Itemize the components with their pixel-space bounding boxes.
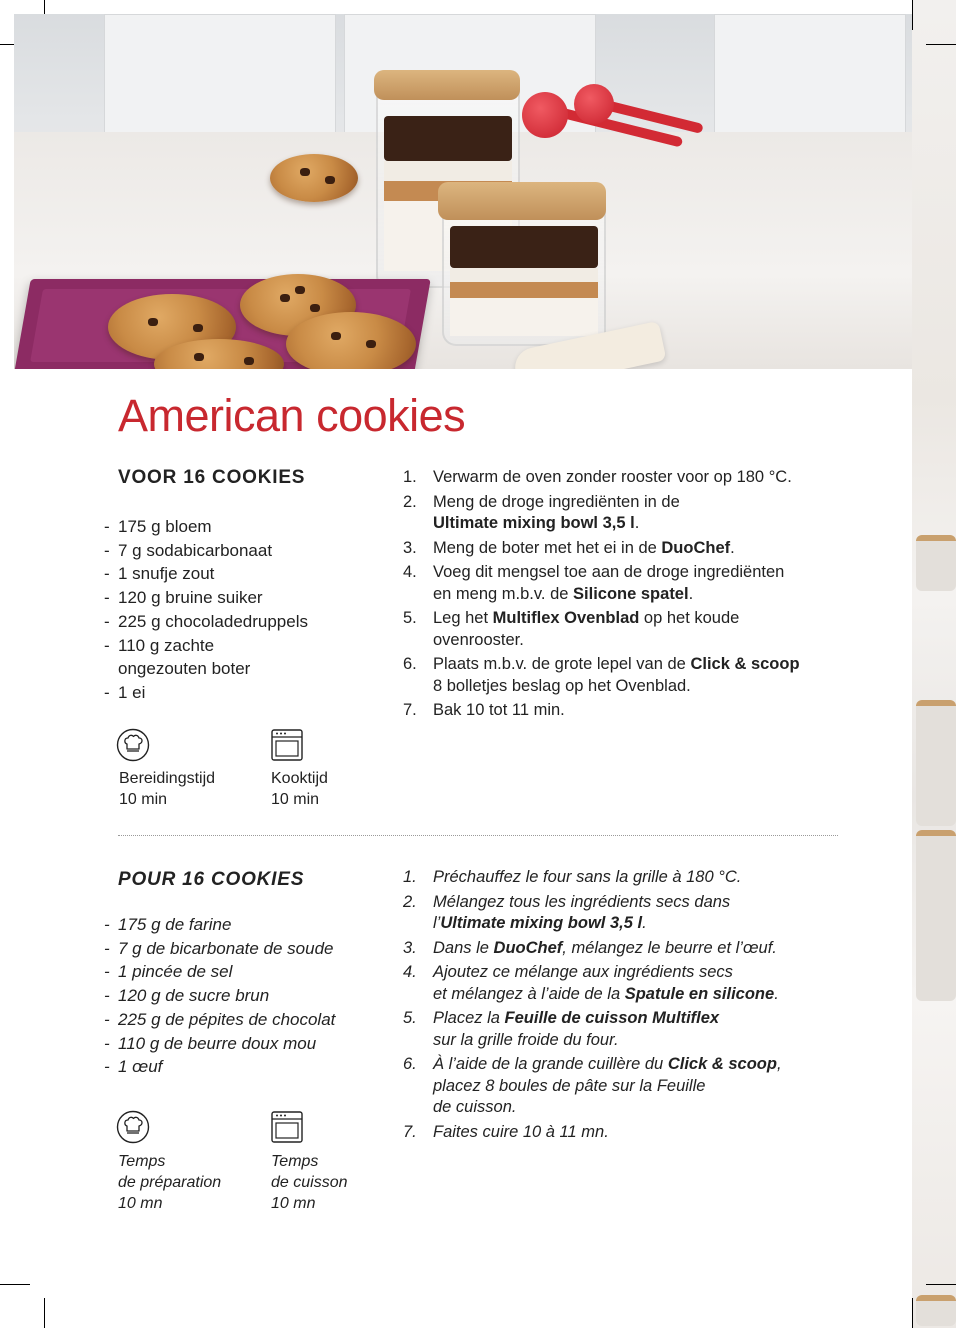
product-name: Multiflex Ovenblad bbox=[492, 609, 640, 627]
crop-mark bbox=[912, 1298, 913, 1328]
step-text: Ajoutez ce mélange aux ingrédients secs et mélangez à l’aide de la Spatule en silicone. bbox=[433, 963, 779, 1003]
cook-time-nl bbox=[271, 768, 328, 810]
ingredient-list-nl bbox=[104, 515, 389, 705]
section-divider bbox=[118, 835, 838, 836]
oven-icon bbox=[270, 728, 304, 762]
prep-time-value: 10 min bbox=[119, 791, 168, 808]
bleed-jar bbox=[916, 700, 956, 826]
step-text: Voeg dit mengsel toe aan de droge ingrediënten en meng m.b.v. de Silicone spatel. bbox=[433, 563, 785, 603]
cook-time-label: Temps de cuisson bbox=[271, 1153, 348, 1191]
ingredient-item: - 1 snufje zout bbox=[104, 562, 389, 586]
product-name: DuoChef bbox=[493, 938, 563, 957]
step-text: Plaats m.b.v. de grote lepel van de Click & scoop 8 bolletjes beslag op het Ovenblad. bbox=[433, 655, 800, 695]
product-name: Silicone spatel bbox=[573, 584, 689, 603]
step-number: 1. bbox=[403, 868, 417, 886]
crop-mark bbox=[0, 1284, 30, 1285]
step-number: 6. bbox=[403, 655, 417, 673]
step-text: Verwarm de oven zonder rooster voor op 180 °C. bbox=[433, 468, 792, 486]
step-text: Bak 10 tot 11 min. bbox=[433, 701, 565, 719]
step-item bbox=[403, 608, 863, 651]
cook-time-label: Kooktijd bbox=[271, 770, 328, 787]
ingredient-item: - 225 g de pépites de chocolat bbox=[104, 1008, 389, 1032]
ingredient-item: - 120 g bruine suiker bbox=[104, 586, 389, 610]
hero-photo bbox=[14, 14, 912, 369]
step-number: 7. bbox=[403, 701, 417, 719]
ingredient-item: - 110 g de beurre doux mou bbox=[104, 1032, 389, 1056]
step-item bbox=[403, 654, 863, 697]
bleed-jar bbox=[916, 1295, 956, 1326]
step-item bbox=[403, 467, 863, 489]
crop-mark bbox=[912, 0, 913, 30]
ingredient-item: - 1 œuf bbox=[104, 1055, 389, 1079]
step-item bbox=[403, 1008, 863, 1051]
measuring-scoop bbox=[522, 92, 568, 138]
kitchen-cabinet bbox=[104, 14, 336, 136]
cook-time-value: 10 min bbox=[271, 791, 320, 808]
ingredient-item: - 175 g de farine bbox=[104, 913, 389, 937]
crop-mark bbox=[44, 1298, 45, 1328]
step-item bbox=[403, 700, 863, 722]
step-item bbox=[403, 892, 863, 935]
kitchen-cabinet bbox=[714, 14, 906, 136]
step-text: Faites cuire 10 à 11 mn. bbox=[433, 1122, 609, 1141]
prep-time-value: 10 mn bbox=[118, 1195, 163, 1212]
ingredient-item: - 225 g chocoladedruppels bbox=[104, 610, 389, 634]
chef-hat-icon bbox=[116, 1110, 150, 1144]
chef-hat-icon bbox=[116, 728, 150, 762]
step-text: Mélangez tous les ingrédients secs dans l’Ultimate mixing bowl 3,5 l. bbox=[433, 892, 731, 932]
step-number: 6. bbox=[403, 1055, 417, 1073]
product-name: Click & scoop bbox=[690, 655, 800, 673]
bamboo-lid bbox=[374, 70, 520, 100]
step-list-fr bbox=[403, 867, 863, 1146]
step-list-nl bbox=[403, 467, 863, 725]
cookie bbox=[270, 154, 358, 202]
ingredient-item: - 7 g sodabicarbonaat bbox=[104, 539, 389, 563]
step-number: 7. bbox=[403, 1122, 417, 1141]
step-item bbox=[403, 1122, 863, 1144]
bamboo-lid bbox=[438, 182, 606, 220]
step-number: 5. bbox=[403, 609, 417, 627]
step-item bbox=[403, 938, 863, 960]
step-text: Placez la Feuille de cuisson Multiflex sur la grille froide du four. bbox=[433, 1009, 720, 1049]
step-item bbox=[403, 562, 863, 605]
ingredient-item: - 1 ei bbox=[104, 681, 389, 705]
product-name: Spatule en silicone bbox=[624, 984, 775, 1003]
cookie bbox=[286, 312, 416, 369]
ingredient-item: - 7 g de bicarbonate de soude bbox=[104, 937, 389, 961]
servings-heading-nl: VOOR 16 COOKIES bbox=[118, 467, 306, 488]
ingredient-item: - 110 g zachte ongezouten boter bbox=[104, 634, 389, 681]
step-item bbox=[403, 962, 863, 1005]
ingredient-item: - 120 g de sucre brun bbox=[104, 984, 389, 1008]
step-number: 5. bbox=[403, 1009, 417, 1027]
step-text: Dans le DuoChef, mélangez le beurre et l’œuf. bbox=[433, 938, 777, 957]
step-number: 4. bbox=[403, 563, 417, 581]
step-text: Leg het Multiflex Ovenblad op het koude ovenrooster. bbox=[433, 609, 740, 649]
step-number: 4. bbox=[403, 963, 417, 981]
prep-time-label: Bereidingstijd bbox=[119, 770, 216, 787]
step-text: Préchauffez le four sans la grille à 180 °C. bbox=[433, 868, 742, 886]
step-number: 3. bbox=[403, 538, 417, 557]
step-text: À l’aide de la grande cuillère du Click & scoop, placez 8 boules de pâte sur la Feuille de cuisson. bbox=[433, 1055, 782, 1116]
prep-time-label: Temps de préparation bbox=[118, 1153, 222, 1191]
prep-time-fr bbox=[118, 1151, 221, 1214]
recipe-title: American cookies bbox=[118, 390, 466, 441]
crop-mark bbox=[926, 1284, 956, 1285]
step-text: Meng de boter met het ei in de DuoChef. bbox=[433, 538, 735, 557]
step-number: 1. bbox=[403, 468, 417, 486]
bleed-jar bbox=[916, 535, 956, 591]
crop-mark bbox=[926, 44, 956, 45]
measuring-scoop bbox=[574, 84, 614, 124]
next-page-bleed bbox=[912, 0, 956, 1328]
servings-heading-fr: POUR 16 COOKIES bbox=[118, 869, 305, 890]
step-item bbox=[403, 538, 863, 560]
product-name: DuoChef bbox=[661, 538, 731, 557]
step-number: 3. bbox=[403, 938, 417, 957]
oven-icon bbox=[270, 1110, 304, 1144]
step-number: 2. bbox=[403, 492, 417, 511]
product-name: Ultimate mixing bowl 3,5 l bbox=[433, 514, 635, 532]
product-name: Feuille de cuisson Multiflex bbox=[504, 1009, 720, 1027]
product-name: Ultimate mixing bowl 3,5 l bbox=[440, 914, 643, 932]
step-item bbox=[403, 867, 863, 889]
product-name: Click & scoop bbox=[667, 1055, 777, 1073]
ingredient-item: - 175 g bloem bbox=[104, 515, 389, 539]
step-item bbox=[403, 1054, 863, 1119]
ingredient-list-fr bbox=[104, 913, 389, 1079]
step-number: 2. bbox=[403, 892, 417, 911]
bleed-jar bbox=[916, 830, 956, 1001]
step-text: Meng de droge ingrediënten in de Ultimate mixing bowl 3,5 l. bbox=[433, 492, 680, 532]
step-item bbox=[403, 492, 863, 535]
ingredient-item: - 1 pincée de sel bbox=[104, 960, 389, 984]
cook-time-value: 10 mn bbox=[271, 1195, 316, 1212]
cook-time-fr bbox=[271, 1151, 348, 1214]
prep-time-nl bbox=[119, 768, 215, 810]
